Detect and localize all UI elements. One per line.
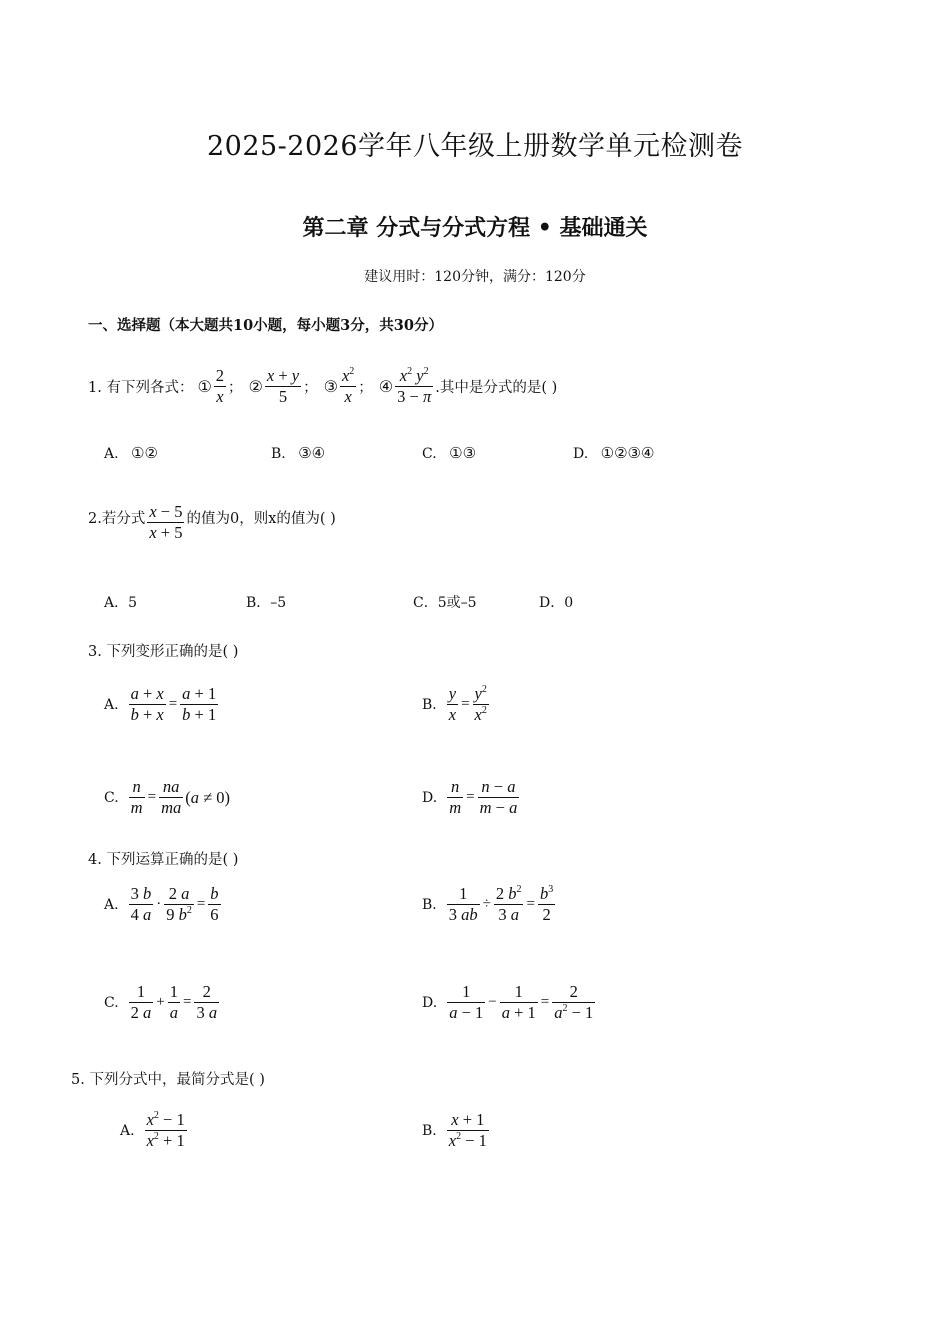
option-c: C. $\frac{n}{m}$ = $\frac{na}{ma}$ (a ≠ 0) [104,777,231,818]
section-heading: 一、选择题（本大题共10小题，每小题3分，共30分） [88,317,443,334]
chapter-subtitle: 第二章 分式与分式方程 • 基础通关 [302,215,648,241]
expr-2: $\frac{x + y}{5}$ [266,366,300,407]
option-b: B. $\frac{1}{3 ab}$ ÷ $\frac{2 b^2}{3 a}$ = $\frac{b^3}{2}$ [422,884,554,925]
q2-fraction: $\frac{x - 5}{x + 5}$ [149,502,183,543]
option-d: D. $\frac{1}{a - 1}$ − $\frac{1}{a + 1}$ = $\frac{2}{a^2 - 1}$ [422,982,594,1023]
question-2-stem-post: 的值为0，则x的值为( ) [186,511,336,527]
option-b: B. ③④ [271,444,326,462]
separator: ； [303,380,318,397]
option-a: A. $\frac{x^2 - 1}{x^2 + 1}$ [120,1110,185,1151]
option-c: C. $\frac{1}{2 a}$ + $\frac{1}{a}$ = $\frac{2}{3 a}$ [104,982,218,1023]
option-c: C. ①③ [422,444,477,462]
question-5-stem: 5. 下列分式中，最简分式是( ) [71,1072,265,1088]
question-2-stem-pre: 2.若分式 [88,511,146,527]
mark-1: ① [197,377,212,397]
time-note: 建议用时：120分钟，满分：120分 [364,269,586,285]
question-1-stem: 1. 有下列各式： [88,380,194,397]
expr-4: $\frac{x^2 y^2}{3 - \pi}$ [397,366,432,407]
separator: ； [228,380,243,397]
option-b: B. $\frac{y}{x}$ = $\frac{y^2}{x^2}$ [422,684,487,725]
option-d: D．0 [539,595,574,611]
question-2 [88,502,336,543]
option-b: B．–5 [246,595,287,611]
separator: ； [358,380,373,397]
option-d: D. $\frac{n}{m}$ = $\frac{n - a}{m - a}$ [422,777,518,818]
question-1 [88,366,557,407]
option-a: A. $\frac{a + x}{b + x}$ = $\frac{a + 1}{b + 1}$ [104,684,217,725]
option-c: C．5或–5 [413,595,477,611]
option-a: A. $\frac{3 b}{4 a}$ · $\frac{2 a}{9 b^2}$ = $\frac{b}{6}$ [104,884,219,925]
page-title: 2025-2026学年八年级上册数学单元检测卷 [206,131,744,162]
expr-3: $\frac{x^2}{x}$ [341,366,355,407]
option-a: A．5 [104,595,138,611]
mark-2: ② [248,377,263,397]
question-1-tail: .其中是分式的是( ) [435,380,558,397]
mark-4: ④ [378,377,394,397]
mark-3: ③ [323,377,338,397]
option-d: D. ①②③④ [573,444,655,462]
option-b: B. $\frac{x + 1}{x^2 - 1}$ [422,1110,487,1151]
option-a: A. ①② [104,444,158,462]
expr-1: $\frac{2}{x}$ [215,366,225,407]
question-4-stem: 4. 下列运算正确的是( ) [88,852,239,868]
question-3-stem: 3. 下列变形正确的是( ) [88,644,239,660]
